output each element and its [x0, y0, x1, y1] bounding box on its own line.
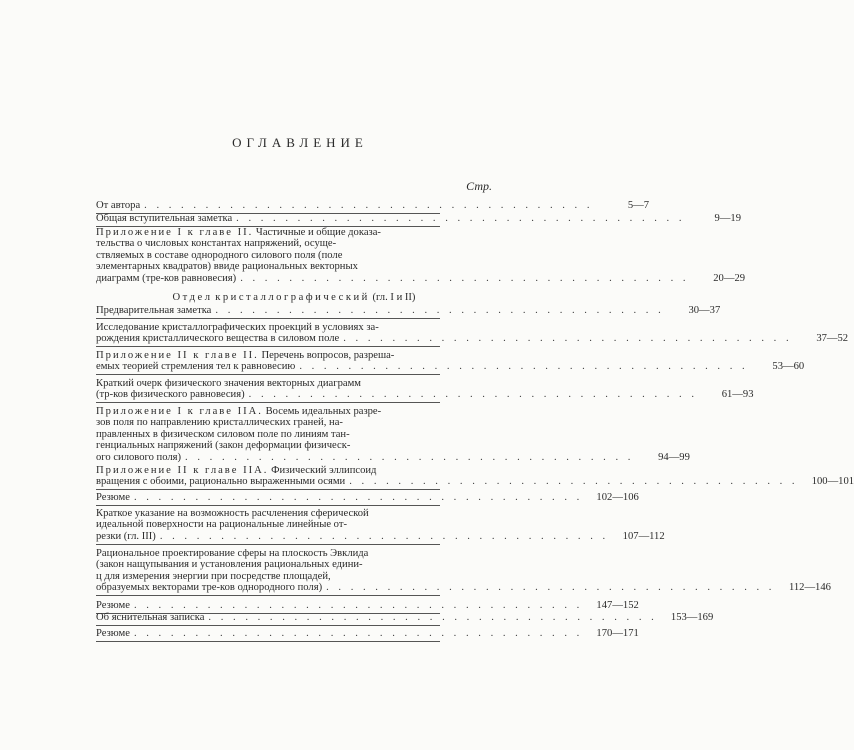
- page-number: 5—7: [627, 200, 649, 211]
- dot-leader: . . . . . . . . . . . . . . . . . . . . . . . . . . . . . . . . . . . . .: [343, 333, 793, 345]
- toc-entry-line: правленных в физическом силовом поле по линиям тан-: [96, 428, 350, 440]
- toc-entry: [96, 322, 849, 345]
- toc-entry-last-line: [96, 492, 639, 503]
- dot-leader: . . . . . . . . . . . . . . . . . . . . . . . . . . . . . . . . . . . . .: [185, 451, 634, 463]
- rule-line: [96, 641, 440, 642]
- dot-leader: . . . . . . . . . . . . . . . . . . . . . . . . . . . . . . . . . . . . .: [133, 628, 583, 639]
- toc-entry: [96, 492, 639, 503]
- rule-line: [96, 318, 440, 319]
- rule-line: [96, 402, 440, 403]
- toc-entry-title: Предварительная заметка: [96, 305, 212, 316]
- page-number: 30—37: [688, 305, 721, 316]
- toc-entry-last-line: [96, 628, 639, 639]
- toc-entry-line: (закон нащупывания и установления рациональных едини-: [96, 559, 363, 571]
- page-number: 102—106: [596, 492, 639, 503]
- toc-entry-title: вращения с обоими, рационально выраженными осями: [96, 476, 346, 488]
- section-heading: [96, 292, 492, 303]
- toc-entry-last-line: [96, 476, 854, 488]
- toc-entry-line: Рациональное проектирование сферы на плоскость Эвклида: [96, 548, 369, 559]
- toc-entry-title: От автора: [96, 200, 141, 211]
- page-number: 9—19: [714, 213, 741, 224]
- page-number: 94—99: [658, 451, 690, 463]
- toc-entry-last-line: [96, 530, 665, 542]
- dot-leader: . . . . . . . . . . . . . . . . . . . . . . . . . . . . . . . . . . . . .: [208, 612, 658, 623]
- appendix-label: Приложение II к главе II.: [96, 350, 259, 361]
- dot-leader: . . . . . . . . . . . . . . . . . . . . . . . . . . . . . . . . . . . . .: [240, 272, 690, 284]
- toc-entry: [96, 227, 746, 284]
- toc-entry-last-line: [96, 389, 754, 401]
- toc-entry-line: [96, 465, 492, 476]
- toc-entry: [96, 406, 690, 463]
- toc-entry-text: Восемь идеальных разре-: [262, 406, 382, 417]
- dot-leader: . . . . . . . . . . . . . . . . . . . . . . . . . . . . . . . . . . . . .: [133, 600, 583, 611]
- toc-entry-last-line: [96, 272, 746, 284]
- toc-entry-title: рождения кристаллического вещества в силовом поле: [96, 333, 340, 345]
- toc-entry-last-line: [96, 200, 649, 211]
- toc-entry: [96, 600, 639, 611]
- dot-leader: . . . . . . . . . . . . . . . . . . . . . . . . . . . . . . . . . . . . .: [236, 213, 685, 224]
- dot-leader: . . . . . . . . . . . . . . . . . . . . . . . . . . . . . . . . . . . . .: [215, 305, 665, 316]
- toc-entry-last-line: [96, 451, 690, 463]
- toc-entry-title: диаграмм (тре-ков равновесия): [96, 272, 237, 284]
- toc-entry-line: [96, 406, 492, 417]
- rule-line: [96, 544, 440, 545]
- toc-entry-line: Краткое указание на возможность расчленения сферической: [96, 508, 369, 519]
- rule-line: [96, 625, 440, 626]
- toc-entry-line: зов поля по направлению кристаллических граней, на-: [96, 417, 343, 429]
- page-number: 112—146: [788, 582, 831, 594]
- toc-entry: [96, 200, 649, 211]
- toc-entry: [96, 548, 831, 594]
- toc-entry-line: [96, 227, 492, 238]
- rule-line: [96, 374, 440, 375]
- toc-entry-title: Резюме: [96, 600, 130, 611]
- page-column-header: Стр.: [466, 179, 492, 193]
- rule-line: [96, 595, 440, 596]
- dot-leader: . . . . . . . . . . . . . . . . . . . . . . . . . . . . . . . . . . . . .: [144, 200, 593, 211]
- dot-leader: . . . . . . . . . . . . . . . . . . . . . . . . . . . . . . . . . . . . .: [133, 492, 583, 503]
- dot-leader: . . . . . . . . . . . . . . . . . . . . . . . . . . . . . . . . . . . . .: [248, 389, 698, 401]
- toc-entry-title: резки (гл. III): [96, 530, 156, 542]
- toc-entry-title: (тр-ков физического равновесия): [96, 389, 245, 401]
- toc-entry-title: емых теорией стремления тел к равновесию: [96, 361, 296, 373]
- toc-entry-line: элементарных квадратов) ввиде рациональных векторных: [96, 261, 358, 273]
- toc-entry: [96, 305, 721, 316]
- dot-leader: . . . . . . . . . . . . . . . . . . . . . . . . . . . . . . . . . . . . .: [299, 361, 749, 373]
- toc-entry: [96, 508, 665, 542]
- page-number: 107—112: [622, 530, 665, 542]
- toc-entry: [96, 465, 854, 488]
- toc-entry-last-line: [96, 333, 849, 345]
- rule-line: [96, 489, 440, 490]
- toc-entry-last-line: [96, 600, 639, 611]
- page-number: 170—171: [596, 628, 639, 639]
- toc-entry-last-line: [96, 213, 741, 224]
- page-number: 37—52: [816, 333, 849, 345]
- toc-entry: [96, 378, 754, 401]
- rule-line: [96, 505, 440, 506]
- toc-entry-line: [96, 350, 492, 361]
- page-number: 153—169: [670, 612, 714, 623]
- page-number: 100—101: [811, 476, 854, 488]
- toc-entry-line: ствляемых в составе однородного силового поля (поле: [96, 249, 343, 261]
- page-number: 147—152: [596, 600, 639, 611]
- toc-entry: [96, 350, 805, 373]
- page-title: ОГЛАВЛЕНИЕ: [232, 135, 368, 150]
- toc-entry-title: ого силового поля): [96, 451, 182, 463]
- toc-entry-last-line: [96, 612, 714, 623]
- dot-leader: . . . . . . . . . . . . . . . . . . . . . . . . . . . . . . . . . . . . .: [326, 582, 775, 594]
- toc-entry: [96, 628, 639, 639]
- rule-line: [96, 346, 440, 347]
- page-number: 53—60: [772, 361, 805, 373]
- dot-leader: . . . . . . . . . . . . . . . . . . . . . . . . . . . . . . . . . . . . .: [159, 530, 609, 542]
- dot-leader: . . . . . . . . . . . . . . . . . . . . . . . . . . . . . . . . . . . . .: [349, 476, 799, 488]
- toc-entry: [96, 213, 741, 224]
- appendix-label: Приложение I к главе IIA.: [96, 406, 263, 417]
- page-number: 61—93: [721, 389, 754, 401]
- toc-entry-line: ц для измерения энергии при посредстве площадей,: [96, 570, 331, 582]
- toc-entry-title: Общая вступительная заметка: [96, 213, 233, 224]
- toc-entry-line: тельства о числовых константах напряжений, осуще-: [96, 238, 337, 250]
- toc-entry: [96, 612, 714, 623]
- toc-entry-text: Физический эллипсоид: [268, 465, 377, 476]
- toc-entry-line: идеальной поверхности на рациональные линейные от-: [96, 519, 347, 531]
- toc-entry-last-line: [96, 582, 831, 594]
- section-name: кристаллографический: [215, 292, 370, 303]
- toc-entry-last-line: [96, 361, 805, 373]
- toc-entry-title: Резюме: [96, 628, 130, 639]
- section-suffix: (гл. I и II): [372, 292, 416, 303]
- appendix-label: Приложение I к главе II.: [96, 227, 254, 238]
- appendix-label: Приложение II к главе IIA.: [96, 465, 269, 476]
- toc-entry-title: Об яснительная записка: [96, 612, 205, 623]
- toc-entry-title: Резюме: [96, 492, 130, 503]
- section-prefix: Отдел: [172, 292, 213, 303]
- toc-entry-line: Краткий очерк физического значения векторных диаграмм: [96, 378, 362, 389]
- page-number: 20—29: [713, 272, 746, 284]
- toc-entry-title: образуемых векторами тре-ков однородного поля): [96, 582, 323, 594]
- toc-entry-text: Перечень вопросов, разреша-: [258, 350, 395, 361]
- toc-entry-line: Исследование кристаллографических проекций в условиях за-: [96, 322, 379, 333]
- toc-entry-last-line: [96, 305, 721, 316]
- toc-entry-line: генциальных напряжений (закон деформации физическ-: [96, 440, 351, 452]
- toc-entry-text: Частичные и общие доказа-: [253, 227, 381, 238]
